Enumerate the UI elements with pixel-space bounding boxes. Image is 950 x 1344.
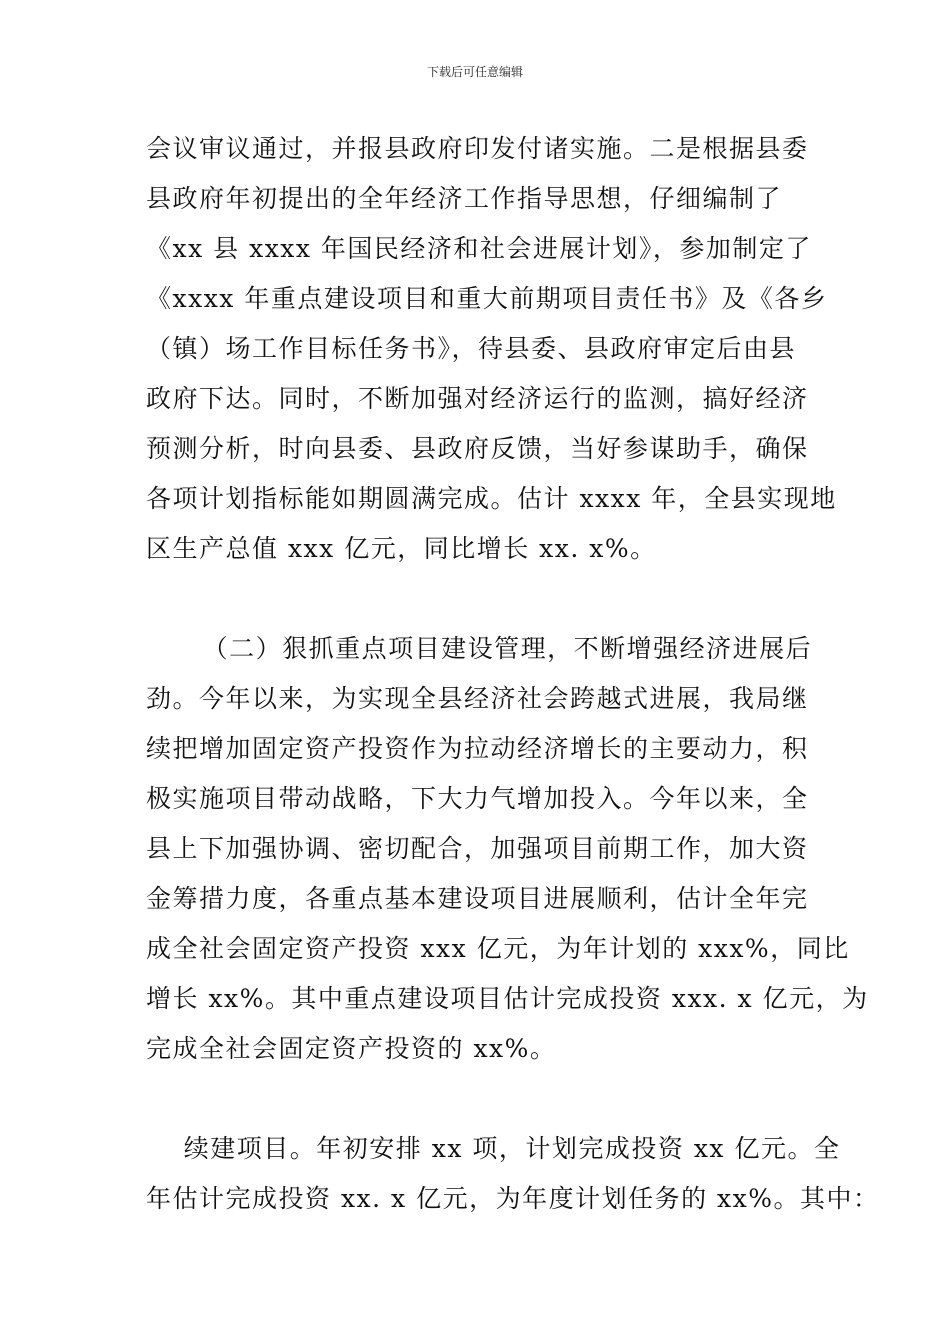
header-note: 下载后可任意编辑 bbox=[426, 65, 523, 79]
text-line: 会议审议通过，并报县政府印发付诸实施。二是根据县委 bbox=[146, 134, 809, 163]
paragraph-plan-review bbox=[146, 124, 837, 574]
text-line: 金筹措力度，各重点基本建设项目进展顺利，估计全年完 bbox=[146, 884, 809, 913]
text-line: 续把增加固定资产投资作为拉动经济增长的主要动力，积 bbox=[146, 734, 809, 763]
text-line: 《xx 县 xxxx 年国民经济和社会进展计划》，参加制定了 bbox=[146, 234, 812, 263]
paragraph-continued-projects bbox=[146, 1124, 880, 1224]
text-line: 各项计划指标能如期圆满完成。估计 xxxx 年，全县实现地 bbox=[146, 484, 837, 513]
text-line: （镇）场工作目标任务书》，待县委、县政府审定后由县 bbox=[146, 334, 797, 363]
paragraph-key-projects bbox=[146, 624, 869, 1074]
text-line: （二）狠抓重点项目建设管理，不断增强经济进展后 bbox=[146, 634, 813, 663]
body-text bbox=[146, 124, 880, 1224]
text-line: 极实施项目带动战略，下大力气增加投入。今年以来，全 bbox=[146, 784, 809, 813]
text-line: 成全社会固定资产投资 xxx 亿元，为年计划的 xxx%，同比 bbox=[146, 934, 850, 963]
text-line: 完成全社会固定资产投资的 xx%。 bbox=[146, 1034, 557, 1063]
text-line: 《xxxx 年重点建设项目和重大前期项目责任书》及《各乡 bbox=[146, 284, 828, 313]
text-line: 县政府年初提出的全年经济工作指导思想，仔细编制了 bbox=[146, 184, 783, 213]
text-line: 增长 xx%。其中重点建设项目估计完成投资 xxx. x 亿元，为 bbox=[146, 984, 869, 1013]
text-line: 区生产总值 xxx 亿元，同比增长 xx. x%。 bbox=[146, 534, 657, 563]
text-line: 预测分析，时向县委、县政府反馈，当好参谋助手，确保 bbox=[146, 434, 809, 463]
text-line: 劲。今年以来，为实现全县经济社会跨越式进展，我局继 bbox=[146, 684, 809, 713]
text-line: 续建项目。年初安排 xx 项，计划完成投资 xx 亿元。全 bbox=[146, 1134, 841, 1163]
text-line: 县上下加强协调、密切配合，加强项目前期工作，加大资 bbox=[146, 834, 809, 863]
text-line: 年估计完成投资 xx. x 亿元，为年度计划任务的 xx%。其中： bbox=[146, 1184, 880, 1213]
text-line: 政府下达。同时，不断加强对经济运行的监测，搞好经济 bbox=[146, 384, 809, 413]
